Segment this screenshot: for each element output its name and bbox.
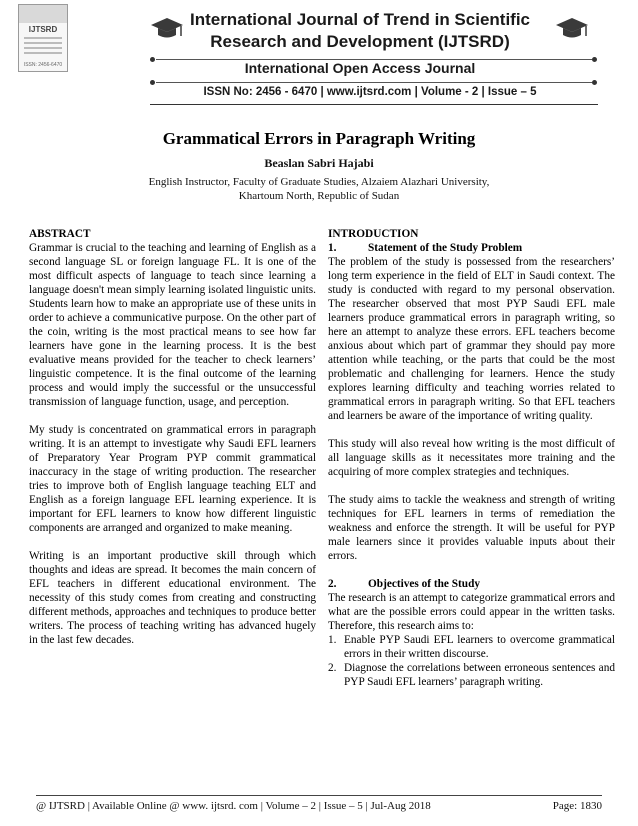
page-number: Page: 1830 [552, 800, 602, 812]
logo-text: IJTSRD [28, 25, 58, 34]
affiliation-line2: Khartoum North, Republic of Sudan [238, 190, 400, 202]
section-1-number: 1. [328, 242, 337, 254]
graduation-cap-icon-right [555, 16, 589, 42]
abstract-paragraph-3: Writing is an important productive skill through which thoughts and ideas are spread. It becomes the main concern of EFL teachers in different educational environment. The necessity of this study comes from creating and constructing different methods, approaches and techniques to produce better writers. The process of teaching writing has advanced hugely in the last few decades. [29, 550, 316, 646]
header-rule-mid [156, 82, 592, 83]
list-item [328, 661, 615, 689]
paper-title: Grammatical Errors in Paragraph Writing [162, 129, 476, 148]
header-dot-right [592, 57, 597, 62]
header-dot-left-2 [150, 80, 155, 85]
section-1-heading [328, 241, 615, 255]
abstract-heading: ABSTRACT [29, 228, 91, 240]
header-dot-right-2 [592, 80, 597, 85]
header-rule-bottom [150, 104, 598, 105]
left-column [29, 227, 316, 661]
footer-citation: @ IJTSRD | Available Online @ www. ijtsrd. com | Volume – 2 | Issue – 5 | Jul-Aug 2018 [36, 800, 431, 812]
affiliation-line1: English Instructor, Faculty of Graduate Studies, Alzaiem Alazhari University, [148, 176, 490, 188]
list-item-number: 2. [328, 662, 337, 674]
intro-paragraph-2: This study will also reveal how writing is the most difficult of all language skills as it necessitates more training and the acquiring of more complex strategies and techniques. [328, 438, 615, 478]
objectives-list [328, 633, 615, 689]
journal-name-line1: International Journal of Trend in Scientific [189, 10, 531, 29]
section-2-number: 2. [328, 578, 337, 590]
introduction-heading: INTRODUCTION [328, 228, 419, 240]
journal-name-line2: Research and Development (IJTSRD) [210, 32, 510, 51]
header-dot-left [150, 57, 155, 62]
journal-logo [18, 4, 68, 72]
section-2-title: Objectives of the Study [368, 578, 481, 590]
section-2-heading [328, 577, 615, 591]
footer-rule [36, 795, 602, 796]
list-item-number: 1. [328, 634, 337, 646]
footer [36, 800, 602, 812]
abstract-paragraph-2: My study is concentrated on grammatical errors in paragraph writing. It is an attempt to investigate why Saudi EFL learners of Preparatory Year Program PYP commit grammatical inaccuracy in the stage of writing production. The researcher tries to improve both of English language teaching ELT and English as a foreign language EFL learning experience. It is important for EFL learners to know how different linguistic components are arranged and organized to make meaning. [29, 424, 316, 534]
list-item-text: Enable PYP Saudi EFL learners to overcome grammatical errors in their written discourse. [344, 634, 615, 660]
logo-issn: ISSN: 2456-6470 [23, 62, 63, 68]
intro-paragraph-3: The study aims to tackle the weakness and strength of writing techniques for EFL learners in terms of remediation the weakness and enforce the strength. It will be useful for PYP male learners since it provides valuable inputs about their errors. [328, 494, 615, 562]
abstract-paragraph-1: Grammar is crucial to the teaching and learning of English as a second language SL or foreign language FL. It is one of the most difficult aspects of language to teach since learning a language doesn't mean simply learning isolated linguistic units. Students learn how to make an appropriate use of these units in order to achieve a communicative purpose. On the other part of the coin, writing is the most practical means to see how far learners have gone in the learning process. It is the best evaluative means provided for the teacher to check learners’ linguistic competence. It is the final outcome of the learning process and would imply the successful or the unsuccessful transmission of language function, usage, and perception. [29, 242, 316, 408]
journal-open-access: International Open Access Journal [244, 60, 476, 76]
list-item [328, 633, 615, 661]
right-column [328, 227, 615, 689]
author-name: Beaslan Sabri Hajabi [264, 156, 374, 170]
intro-paragraph-1: The problem of the study is possessed from the researchers’ long term experience in the field of ELT in Saudi context. The study is conducted with regard to my personal observation. The researcher observed that most PYP Saudi EFL male learners produce grammatical errors in paragraph writing, so here an attempt to analyze these errors. EFL teachers become anxious about which part of grammar they should pay more attention while teaching, or the parts that could be the most problematic and challenging for learners. Hence the study explores learning difficulty and teaching worries related to grammatical errors in paragraph writing. So that EFL teachers and learners be aware of the importance of writing quality. [328, 256, 615, 422]
issn-line: ISSN No: 2456 - 6470 | www.ijtsrd.com | Volume - 2 | Issue – 5 [203, 86, 537, 98]
section-1-title: Statement of the Study Problem [368, 242, 523, 254]
list-item-text: Diagnose the correlations between erroneous sentences and PYP Saudi EFL learners’ paragraph writing. [344, 662, 615, 688]
objectives-paragraph: The research is an attempt to categorize grammatical errors and what are the possible errors could appear in the written tasks. Therefore, this research aims to: [328, 592, 615, 632]
